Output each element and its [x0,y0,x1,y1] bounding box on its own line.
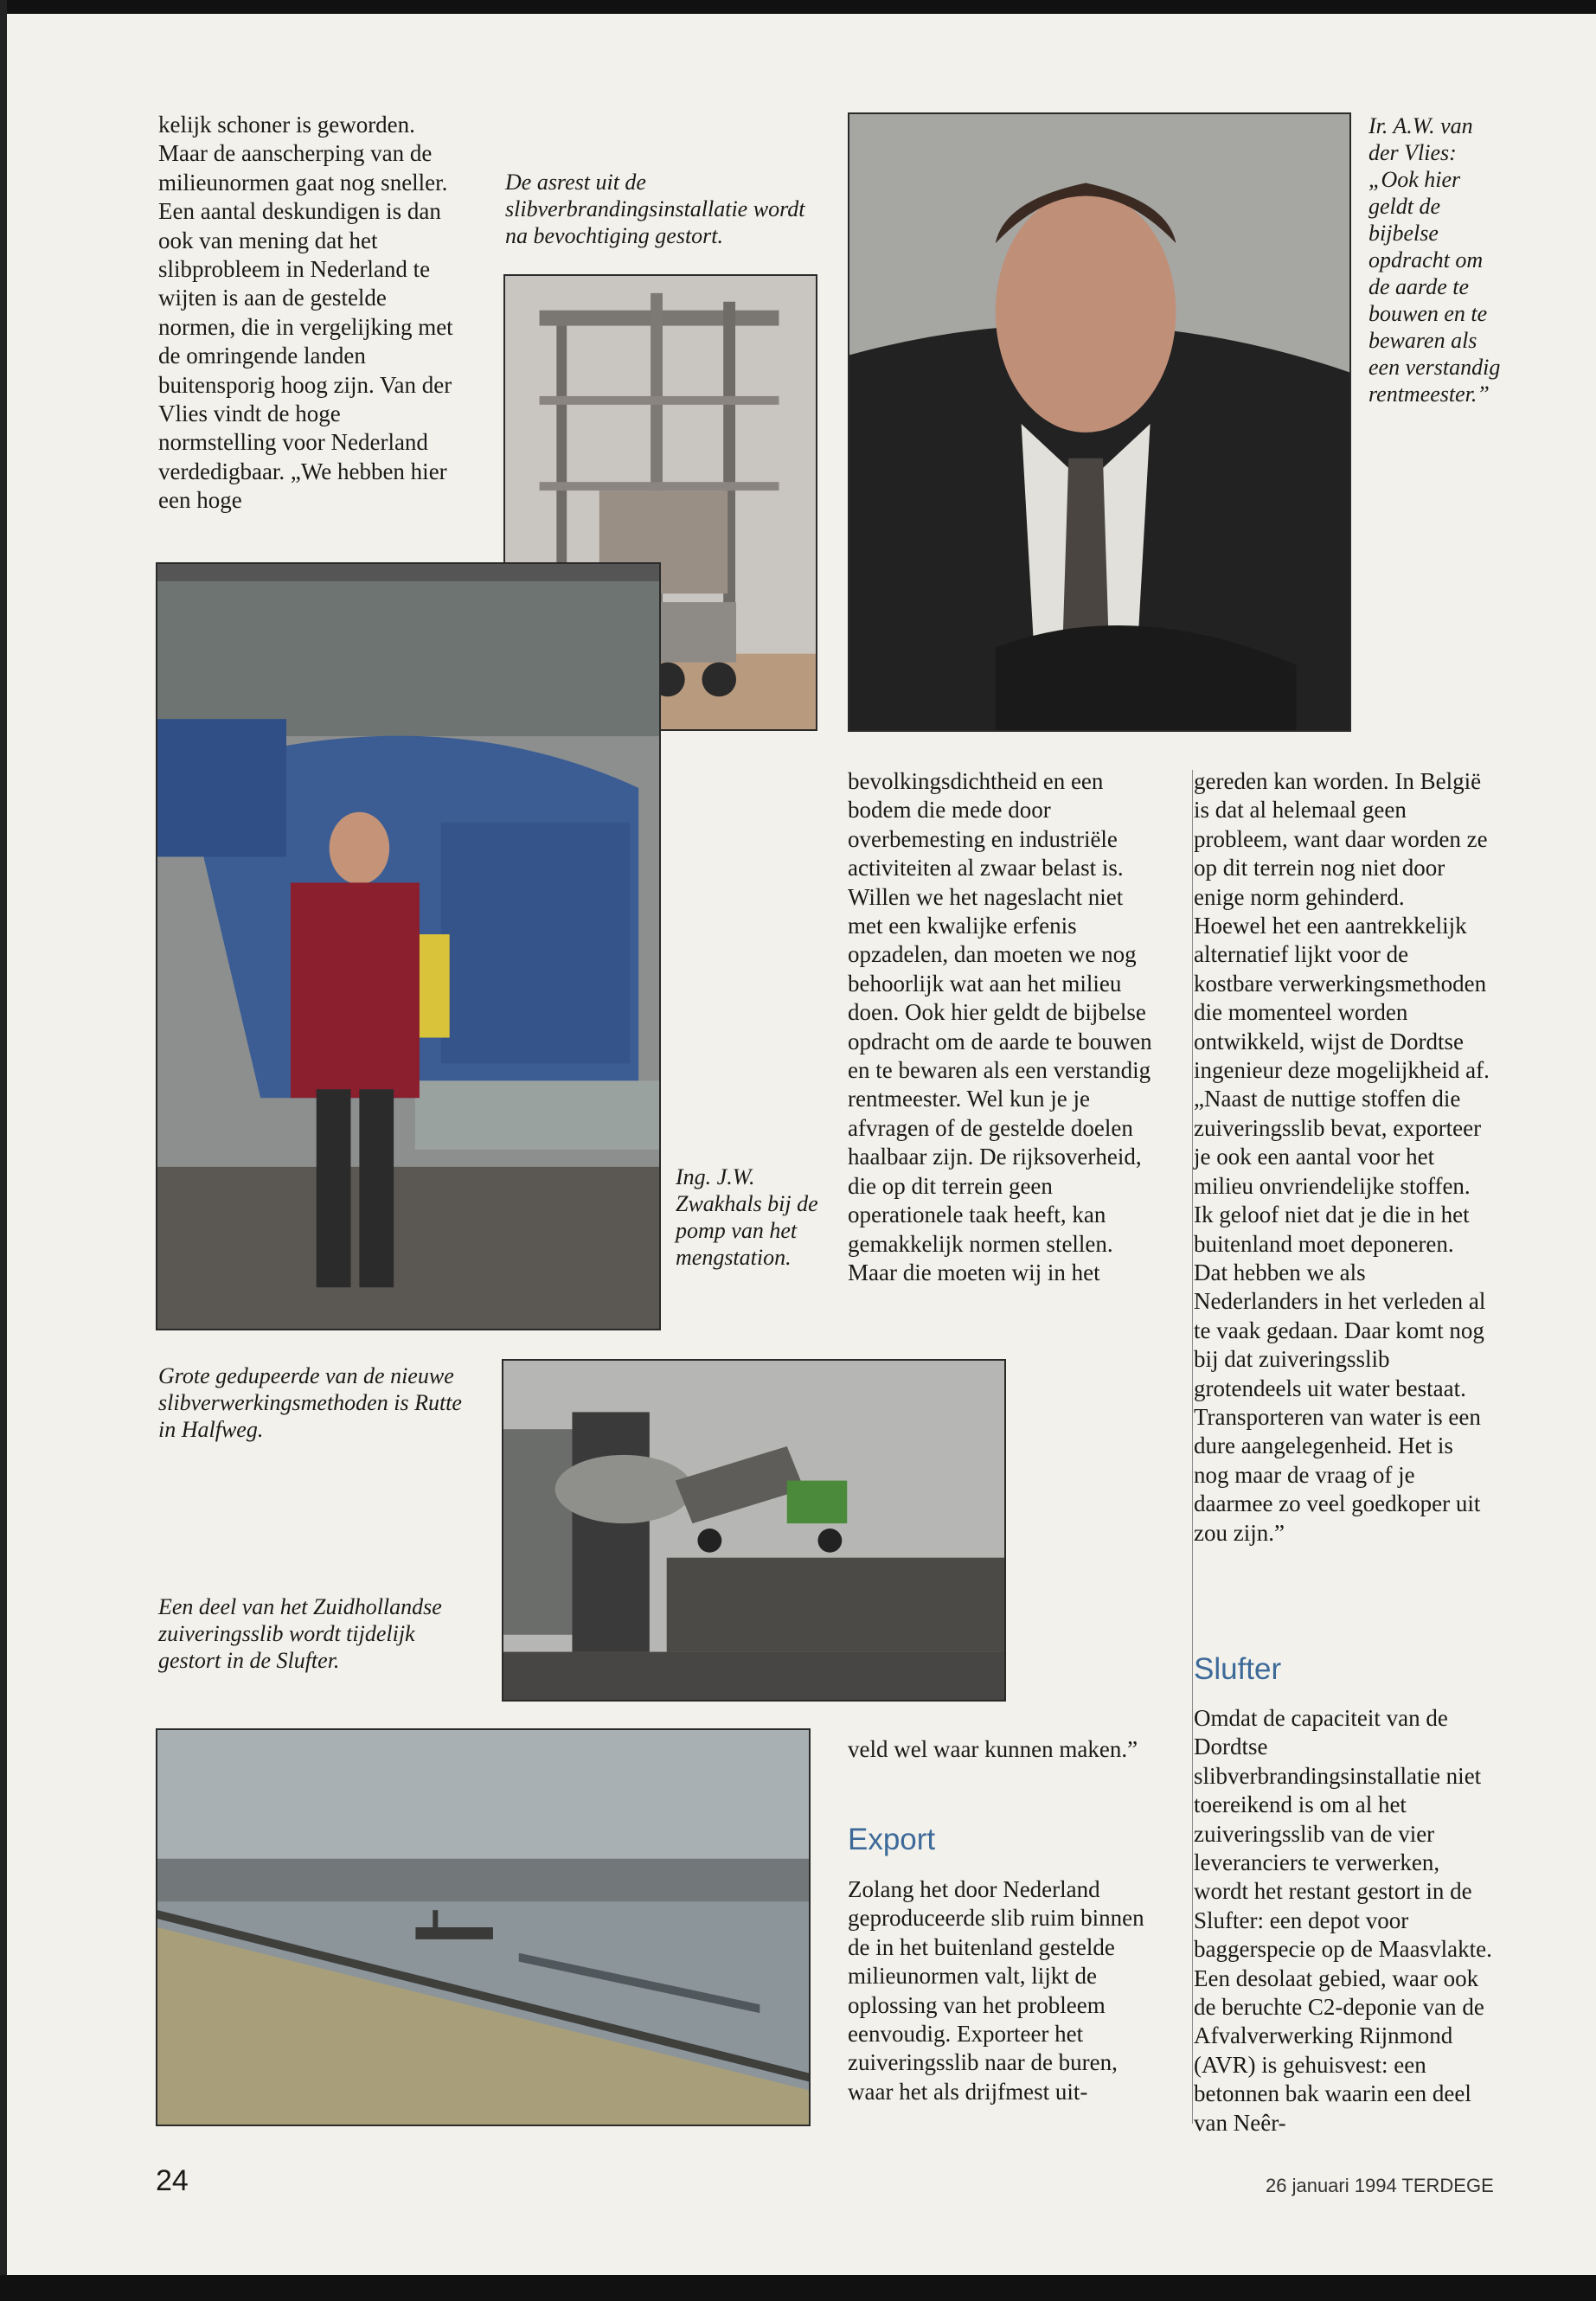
photo-dump-truck-depot [502,1359,1006,1702]
column-rule-right [1192,770,1193,2124]
paragraph: Hoewel het een aantrekkelijk alternatief lijkt voor de kostbare verwerkingsmethoden die momenteel worden ontwikkeld, wijst de Dordtse ingenieur deze mogelijkheid af. „Naast de nuttige stoffen die zuiveringsslib bevat, exporteer je ook een aantal voor het milieu onvriendelijke stoffen. Ik geloof niet dat je die in het buitenland moet deponeren. Dat hebben we als Nederlanders in het verleden al te vaak gedaan. Daar komt nog bij dat zuiveringsslib grotendeels uit water bestaat. Transporteren van water is een dure aangelegenheid. Het is nog maar de vraag of je daarmee zo veel goedkoper uit zou zijn.” [1194,913,1490,1546]
scan-border-left [0,0,7,2301]
caption-ash-residue: De asrest uit de slibverbrandingsinstallatie wordt na bevochtiging gestort. [505,170,805,248]
section-heading-export: Export [848,1823,936,1856]
column-3-export-text [848,1875,1155,2106]
paragraph: Zolang het door Nederland geproduceerde slib ruim binnen de in het buitenland gestelde milieunormen valt, lijkt de oplossing van het probleem eenvoudig. Exporteer het zuiveringsslib naar de buren, waar het als drijfmest uit- [848,1876,1144,2105]
paragraph: veld wel waar kunnen maken.” [848,1736,1138,1762]
column-3-text [848,767,1155,1287]
photo-pump-mengstation [156,562,661,1330]
caption-slufter: Een deel van het Zuidhollandse zuiveringsslib wordt tijdelijk gestort in de Slufter. [158,1594,442,1673]
issue-line: 26 januari 1994 TERDEGE [1266,2175,1494,2196]
scan-border-top [0,0,1596,14]
caption-pump: Ing. J.W. Zwakhals bij de pomp van het mengstation. [676,1164,818,1270]
paragraph: kelijk schoner is geworden. Maar de aanscherping van de milieunormen gaat nog sneller. Een aantal deskundigen is dan ook van mening dat het slibprobleem in Nederland te wijten is aan de gestelde normen, die in vergelijking met de omringende landen buitensporig hoog zijn. Van der Vlies vindt de hoge normstelling voor Nederland verdedigbaar. „We hebben hier een hoge [158,112,453,514]
caption-rutte: Grote gedupeerde van de nieuwe slibverwerkingsmethoden is Rutte in Halfweg. [158,1363,462,1442]
section-heading-slufter: Slufter [1194,1652,1282,1686]
page-number: 24 [156,2164,189,2197]
paragraph: bevolkingsdichtheid en een bodem die mede door overbemesting en industriële activiteiten al zwaar belast is. Willen we het nageslacht niet met een kwalijke erfenis opzadelen, dan moeten we nog behoorlijk wat aan het milieu doen. Ook hier geldt de bijbelse opdracht om de aarde te bouwen en te bewaren als een verstandig rentmeester. Wel kun je je afvragen of de gestelde doelen haalbaar zijn. De rijksoverheid, die op dit terrein geen operationele taak heeft, kan gemakkelijk normen stellen. Maar die moeten wij in het [848,768,1152,1285]
column-4-slufter-text [1194,1704,1492,2138]
column-3b-text [848,1735,1155,1764]
photo-portrait-van-der-vlies [848,112,1351,732]
caption-quote-van-der-vlies: Ir. A.W. van der Vlies: „Ook hier geldt de bijbelse opdracht om de aarde te bouwen en te bewaren als een verstandig rentmeester.” [1368,113,1501,407]
scan-border-bottom [0,2275,1596,2301]
column-4-text [1194,767,1492,1548]
paragraph: gereden kan worden. In België is dat al helemaal geen probleem, want daar worden ze op dit terrein nog niet door enige norm gehinderd. [1194,768,1488,910]
column-1-text [158,111,461,516]
photo-slufter-landscape [156,1728,811,2126]
paragraph: Omdat de capaciteit van de Dordtse slibverbrandingsinstallatie niet toereikend is om al het zuiveringsslib van de vier leveranciers te verwerken, wordt het restant gestort in de Slufter: een depot voor baggerspecie op de Maasvlakte. Een desolaat gebied, waar ook de beruchte C2-deponie van de Afvalverwerking Rijnmond (AVR) is gehuisvest: een betonnen bak waarin een deel van Neêr- [1194,1705,1492,2136]
